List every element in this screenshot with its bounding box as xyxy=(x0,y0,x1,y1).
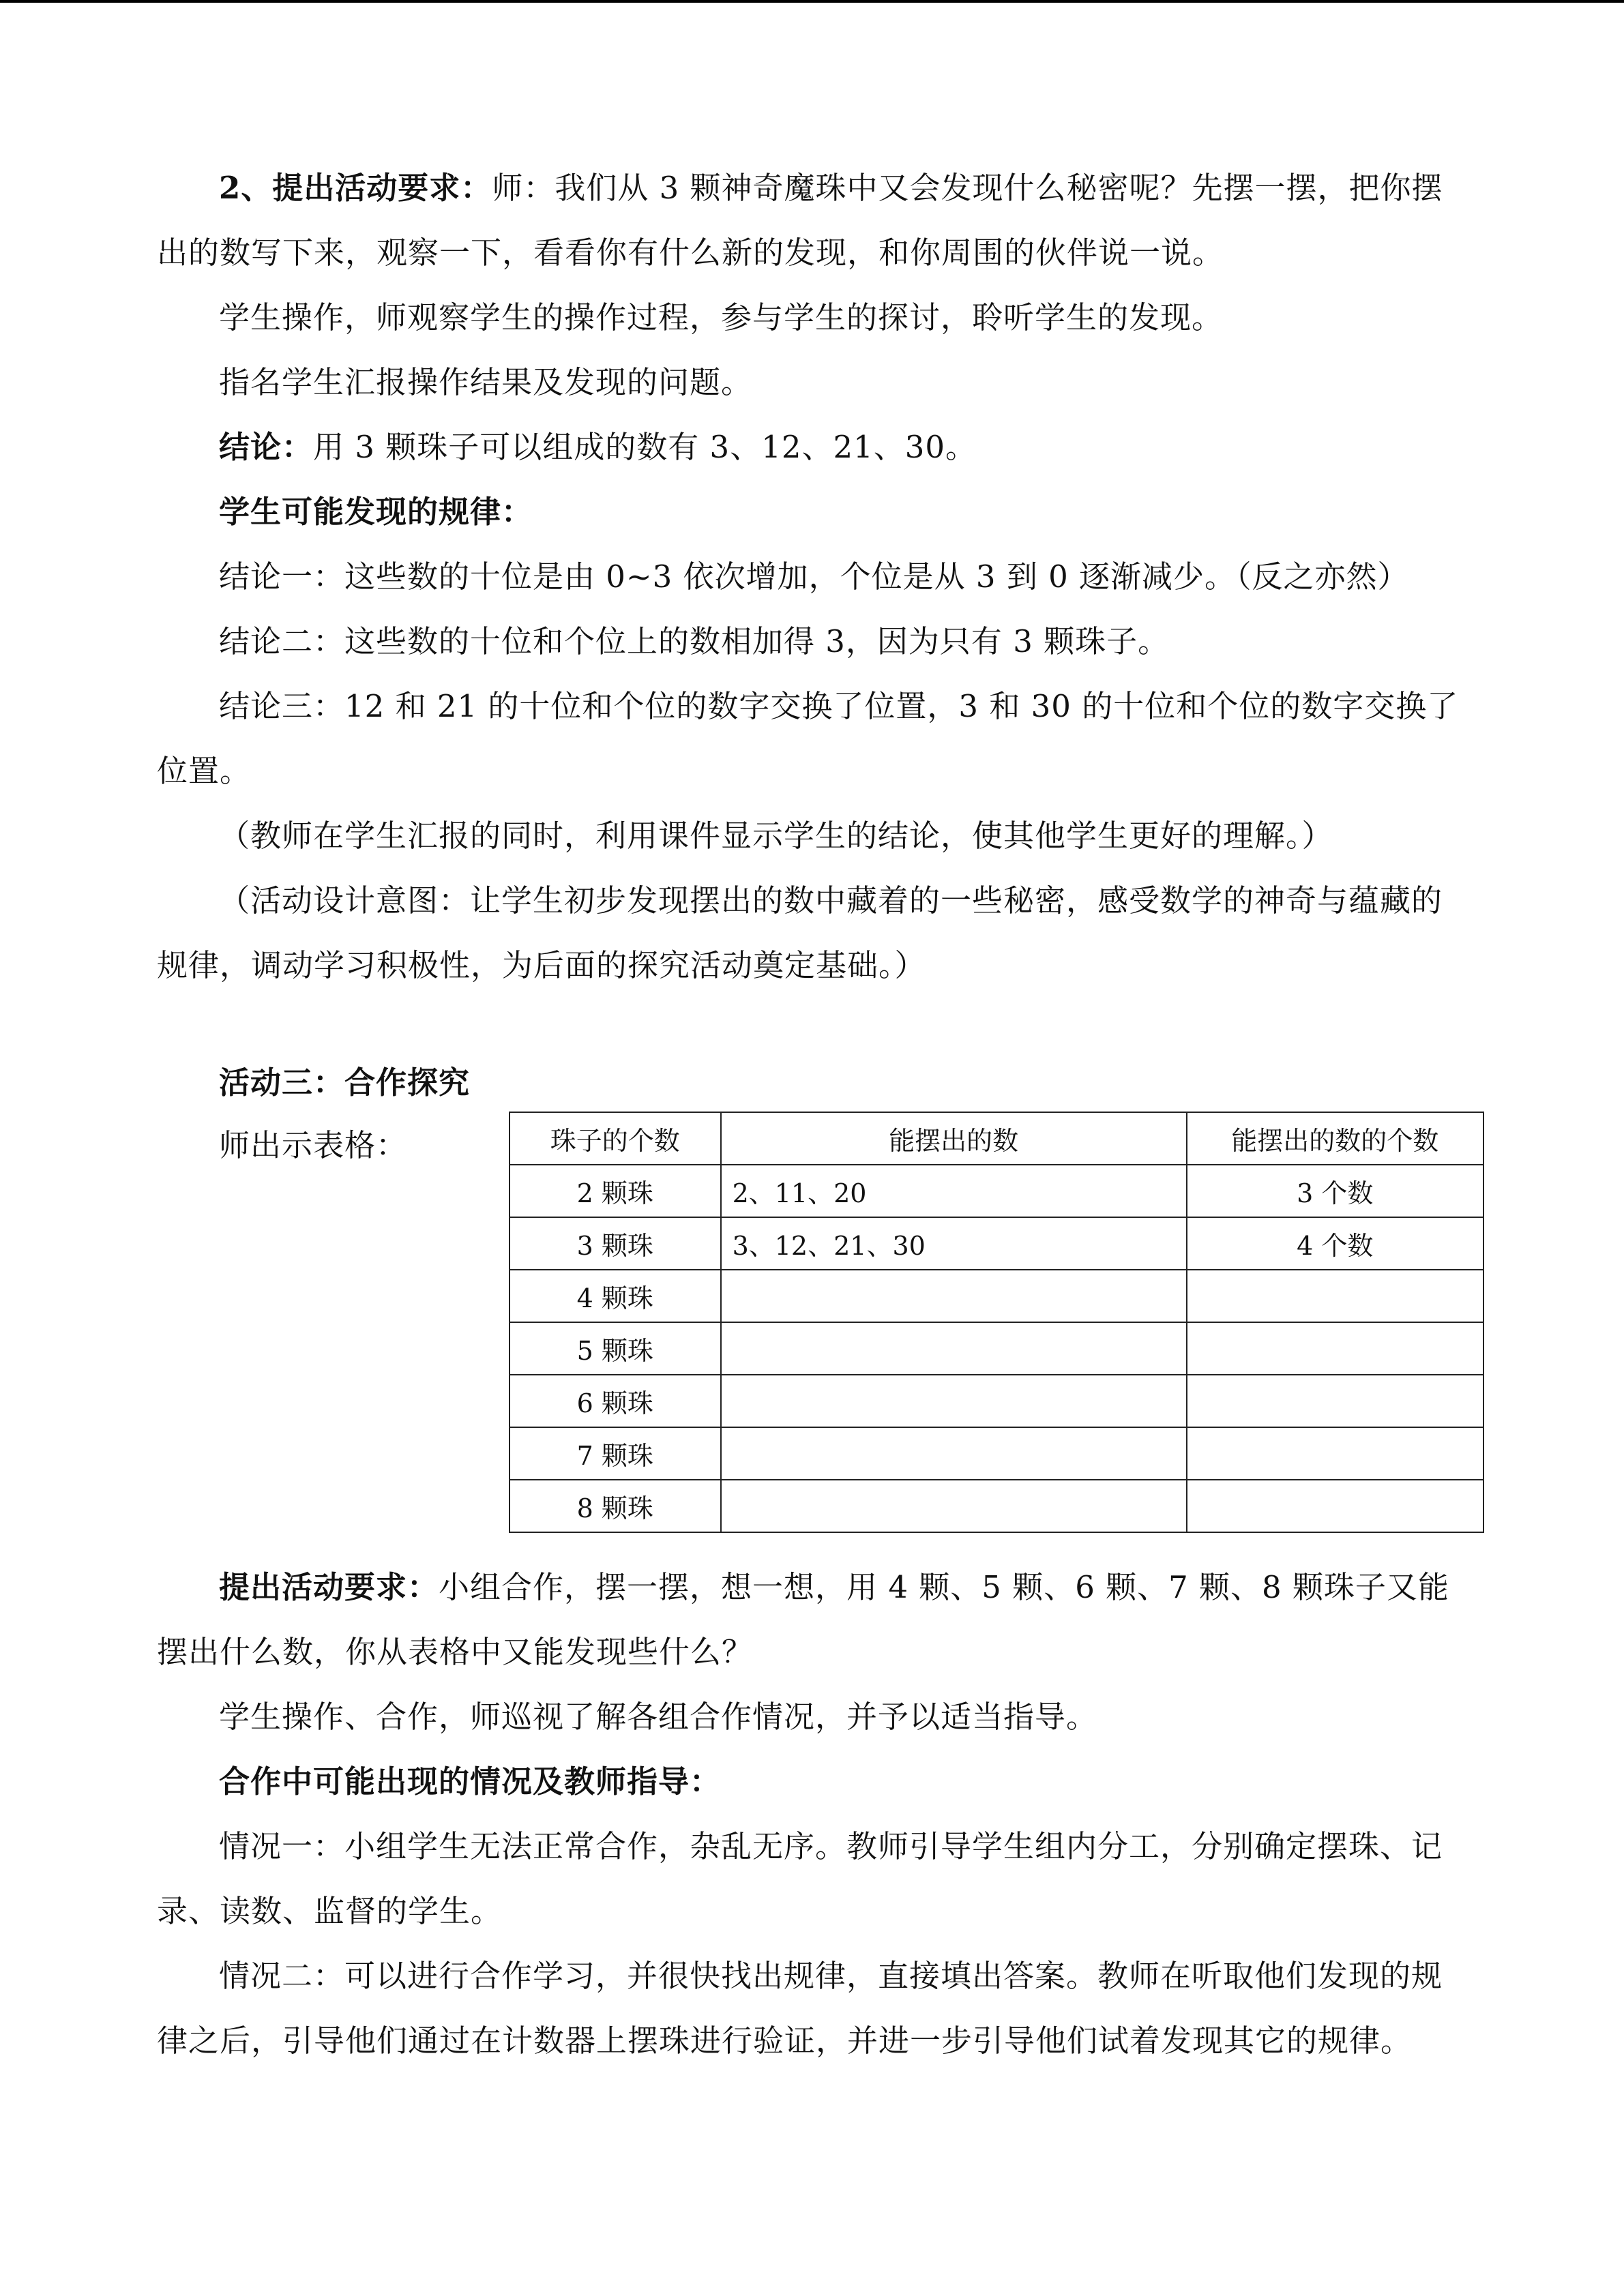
paragraph-conclusion-two: 结论二：这些数的十位和个位上的数相加得 3，因为只有 3 颗珠子。 xyxy=(219,623,1170,659)
beads-table xyxy=(509,1112,1484,1533)
paragraph-group-requirement xyxy=(157,1555,1466,1684)
cell-count: 4 个数 xyxy=(1187,1217,1483,1270)
cell-numbers xyxy=(721,1322,1187,1375)
cell-count xyxy=(1187,1480,1483,1532)
cell-numbers: 2、11、20 xyxy=(721,1165,1187,1217)
heading-activity-three: 活动三：合作探究 xyxy=(219,1064,471,1101)
header-bead-count: 珠子的个数 xyxy=(510,1112,721,1165)
paragraph-lead-bold: 2、提出活动要求： xyxy=(219,170,492,206)
section-activity-three xyxy=(157,1050,1466,1115)
cell-count: 3 个数 xyxy=(1187,1165,1483,1217)
paragraph-conclusion-one: 结论一：这些数的十位是由 0~3 依次增加，个位是从 3 到 0 逐渐减少。（反之亦然） xyxy=(219,558,1409,595)
table-row xyxy=(510,1427,1483,1480)
paragraph-text: 师：我们从 3 颗神奇魔珠中又会发现什么秘密呢？先摆一摆，把你摆出的数写下来，观察一下，看看你有什么新的发现，和你周围的伙伴说一说。 xyxy=(157,170,1443,271)
cell-count xyxy=(1187,1322,1483,1375)
paragraph-text: 小组合作，摆一摆，想一想，用 4 颗、5 颗、6 颗、7 颗、8 颗珠子又能摆出什么数，你从表格中又能发现些什么？ xyxy=(157,1569,1449,1670)
cell-count xyxy=(1187,1270,1483,1322)
table-row xyxy=(510,1165,1483,1217)
section-activity-two xyxy=(157,155,1466,998)
table-row xyxy=(510,1270,1483,1322)
paragraph-text: 用 3 颗珠子可以组成的数有 3、12、21、30。 xyxy=(313,429,977,465)
paragraph-lead-bold: 结论： xyxy=(219,429,314,465)
paragraph-conclusion xyxy=(157,415,1466,479)
paragraph-group-operation: 学生操作、合作，师巡视了解各组合作情况，并予以适当指导。 xyxy=(219,1699,1098,1735)
cell-count xyxy=(1187,1427,1483,1480)
page-top-border xyxy=(0,0,1624,3)
paragraph-student-operation: 学生操作，师观察学生的操作过程，参与学生的探讨，聆听学生的发现。 xyxy=(219,299,1224,336)
paragraph-situation-two: 情况二：可以进行合作学习，并很快找出规律，直接填出答案。教师在听取他们发现的规律之后，引导他们通过在计数器上摆珠进行验证，并进一步引导他们试着发现其它的规律。 xyxy=(157,1958,1443,2059)
heading-possible-rules: 学生可能发现的规律： xyxy=(219,494,533,530)
paragraph-requirement xyxy=(157,155,1466,285)
section-group-work xyxy=(157,1555,1466,2073)
table-row xyxy=(510,1375,1483,1427)
paragraph-report: 指名学生汇报操作结果及发现的问题。 xyxy=(219,364,753,400)
paragraph-situation-one: 情况一：小组学生无法正常合作，杂乱无序。教师引导学生组内分工，分别确定摆珠、记录、读数、监督的学生。 xyxy=(157,1828,1443,1929)
header-number-count: 能摆出的数的个数 xyxy=(1187,1112,1483,1165)
paragraph-teacher-note: （教师在学生汇报的同时，利用课件显示学生的结论，使其他学生更好的理解。） xyxy=(219,818,1333,854)
table-header-row xyxy=(510,1112,1483,1165)
cell-beads: 5 颗珠 xyxy=(510,1322,721,1375)
table-row xyxy=(510,1480,1483,1532)
cell-numbers xyxy=(721,1375,1187,1427)
cell-beads: 2 颗珠 xyxy=(510,1165,721,1217)
cell-beads: 3 颗珠 xyxy=(510,1217,721,1270)
cell-numbers xyxy=(721,1427,1187,1480)
cell-beads: 7 颗珠 xyxy=(510,1427,721,1480)
cell-numbers: 3、12、21、30 xyxy=(721,1217,1187,1270)
cell-numbers xyxy=(721,1480,1187,1532)
cell-numbers xyxy=(721,1270,1187,1322)
paragraph-lead-bold: 提出活动要求： xyxy=(219,1569,439,1605)
table-row xyxy=(510,1217,1483,1270)
cell-count xyxy=(1187,1375,1483,1427)
table-row xyxy=(510,1322,1483,1375)
cell-beads: 6 颗珠 xyxy=(510,1375,721,1427)
header-numbers: 能摆出的数 xyxy=(721,1112,1187,1165)
table-label: 师出示表格： xyxy=(219,1127,408,1163)
cell-beads: 4 颗珠 xyxy=(510,1270,721,1322)
cell-beads: 8 颗珠 xyxy=(510,1480,721,1532)
heading-situations: 合作中可能出现的情况及教师指导： xyxy=(219,1763,722,1800)
paragraph-conclusion-three: 结论三：12 和 21 的十位和个位的数字交换了位置，3 和 30 的十位和个位的数字交换了位置。 xyxy=(157,688,1459,789)
paragraph-design-intent: （活动设计意图：让学生初步发现摆出的数中藏着的一些秘密，感受数学的神奇与蕴藏的规律，调动学习积极性，为后面的探究活动奠定基础。） xyxy=(157,882,1443,983)
